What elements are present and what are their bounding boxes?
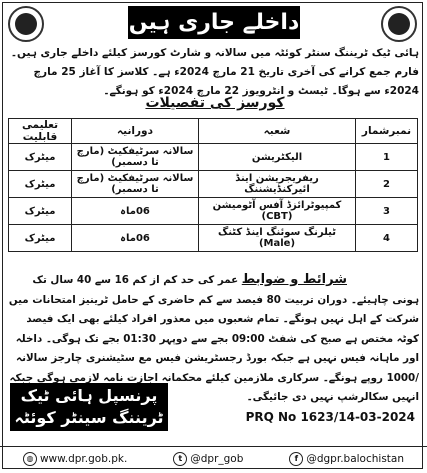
row-qualification: میٹرک [9, 144, 72, 171]
facebook-text: @dgpr.balochistan [306, 452, 404, 465]
header-duration: دورانیہ [72, 119, 199, 144]
table-row [9, 144, 418, 171]
principal-line2: ٹریننگ سینٹر کوئٹہ [14, 408, 164, 427]
table-row [9, 225, 418, 252]
footer-twitter[interactable] [173, 452, 243, 466]
website-text: www.dpr.gob.pk. [39, 452, 128, 465]
conditions-text: عمر کی حد کم از کم 16 سے 40 سال تک ہونی چاہیئے۔ دوران تربیت 80 فیصد سے کم حاضری کے حامل ٹرینیز امتحانات میں شرکت کے اہل نہیں ہونگے۔ تمام شعبوں میں معذور افراد کیلئے بھی ایک فیصد کوٹہ مختص ہے صبح کی شفٹ 09:00 بجے سے دوپہر 01:30 بجے تک ہوگی۔ داخلہ اور ماہانہ فیس نہیں ہے جبکہ بورڈ رجسٹریشن فیس مع سٹیشنری چارجز سالانہ /1000 روپے ہونگے۔ سرکاری ملازمین کیلئے محکمانہ اجازت نامہ لازمی ہوگی جبکہ انہیں سکالرشپ نہیں دی جائیگی۔ [8, 274, 419, 403]
row-field: ٹیلرنگ سوئنگ اینڈ کٹنگ (Male) [199, 225, 356, 252]
footer-facebook[interactable] [289, 452, 404, 466]
row-serial: 4 [356, 225, 418, 252]
globe-icon: ◍ [23, 452, 37, 466]
row-field: کمپیوٹرائزڈ آفس آٹومیشن (CBT) [199, 198, 356, 225]
banner-title: داخلے جاری ہیں [128, 10, 300, 35]
principal-line1: پرنسپل ہائی ٹیک [20, 386, 158, 405]
facebook-icon: f [289, 452, 303, 466]
prq-number: PRQ No 1623/14-03-2024 [245, 410, 415, 424]
row-serial: 3 [356, 198, 418, 225]
courses-title: کورسز کی تفصیلات [145, 95, 285, 111]
admissions-banner [128, 6, 300, 39]
footer-website[interactable] [23, 452, 127, 466]
row-duration: 06ماہ [72, 198, 199, 225]
row-duration: سالانہ سرٹیفکیٹ (مارچ تا دسمبر) [72, 171, 199, 198]
twitter-icon: t [173, 452, 187, 466]
row-field: الیکٹریشن [199, 144, 356, 171]
left-emblem-logo [8, 6, 44, 42]
header-qualification: تعلیمی قابلیت [9, 119, 72, 144]
row-serial: 2 [356, 171, 418, 198]
principal-signature-box [10, 383, 168, 431]
row-qualification: میٹرک [9, 171, 72, 198]
footer-bar [0, 446, 427, 470]
row-qualification: میٹرک [9, 198, 72, 225]
intro-paragraph: ہائی ٹیک ٹریننگ سنٹر کوئٹہ میں سالانہ و شارٹ کورسز کیلئے داخلے جاری ہیں۔ فارم جمع کرانے کی آخری تاریخ 21 مارچ 2024ء ہے۔ کلاسز کا آغاز 25 مارچ 2024ء سے ہوگا۔ ٹیسٹ و انٹرویوز 22 مارچ 2024ء کو ہونگے۔ [10, 47, 419, 97]
table-row [9, 171, 418, 198]
conditions-title: شرائط و ضوابط [241, 272, 347, 287]
twitter-text: @dpr_gob [190, 452, 244, 465]
row-duration: سالانہ سرٹیفکیٹ (مارچ تا دسمبر) [72, 144, 199, 171]
table-row [9, 198, 418, 225]
courses-table [8, 118, 418, 252]
row-qualification: میٹرک [9, 225, 72, 252]
header-serial: نمبرشمار [356, 119, 418, 144]
row-duration: 06ماہ [72, 225, 199, 252]
table-header-row [9, 119, 418, 144]
header-field: شعبہ [199, 119, 356, 144]
row-field: ریفریجریشن اینڈ ائیرکنڈیشننگ [199, 171, 356, 198]
row-serial: 1 [356, 144, 418, 171]
right-emblem-logo [381, 6, 417, 42]
